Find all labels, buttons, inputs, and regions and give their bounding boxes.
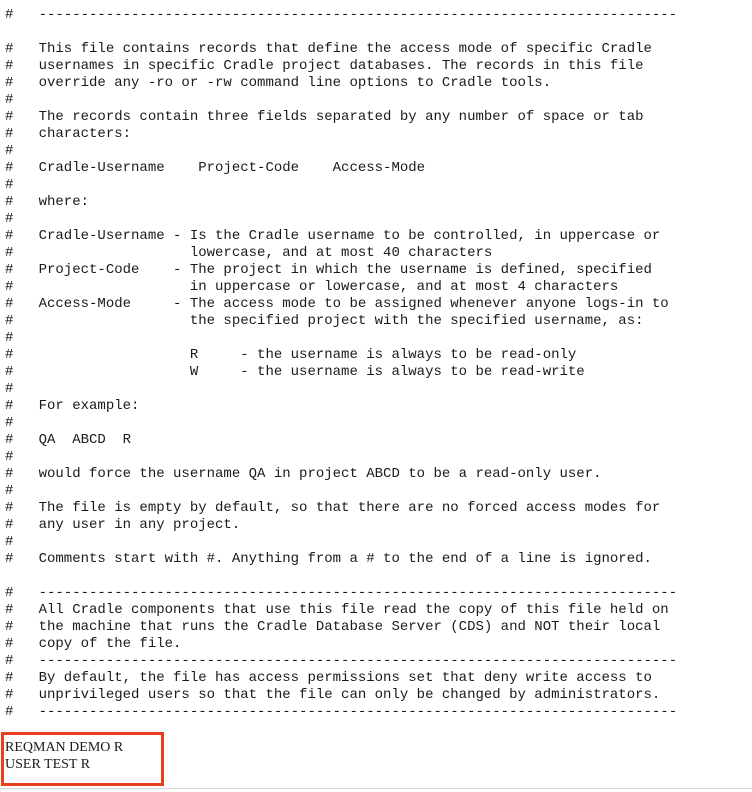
- comment-line: # Project-Code - The project in which the username is defined, specified: [5, 262, 652, 278]
- comment-line: #: [5, 330, 14, 346]
- comment-line: # QA ABCD R: [5, 432, 132, 448]
- comment-line: #: [5, 92, 14, 108]
- comment-line: # For example:: [5, 398, 140, 414]
- comment-line: #: [5, 415, 14, 431]
- comment-line: #: [5, 483, 14, 499]
- comment-line: # ----------------------------------------------------------------------------: [5, 653, 678, 669]
- comment-line: # R - the username is always to be read-only: [5, 347, 577, 363]
- comment-line: # By default, the file has access permissions set that deny write access to: [5, 670, 652, 686]
- records-highlight-box: [1, 732, 164, 786]
- comment-line: # W - the username is always to be read-write: [5, 364, 585, 380]
- comment-line: # in uppercase or lowercase, and at most 4 characters: [5, 279, 619, 295]
- comment-line: # This file contains records that define the access mode of specific Cradle: [5, 41, 652, 57]
- comment-line: #: [5, 177, 14, 193]
- comment-line: #: [5, 449, 14, 465]
- comment-block: [5, 7, 677, 721]
- comment-line: #: [5, 381, 14, 397]
- comment-line: # any user in any project.: [5, 517, 241, 533]
- comment-line: # would force the username QA in project ABCD to be a read-only user.: [5, 466, 602, 482]
- comment-line: # ----------------------------------------------------------------------------: [5, 585, 678, 601]
- comment-line: [5, 568, 677, 585]
- comment-line: # ----------------------------------------------------------------------------: [5, 7, 678, 23]
- comment-line: # Cradle-Username - Is the Cradle username to be controlled, in uppercase or: [5, 228, 661, 244]
- comment-line: # Comments start with #. Anything from a # to the end of a line is ignored.: [5, 551, 652, 567]
- record-line[interactable]: USER TEST R: [5, 757, 91, 772]
- comment-line: # Access-Mode - The access mode to be assigned whenever anyone logs-in to: [5, 296, 669, 312]
- comment-line: # the machine that runs the Cradle Database Server (CDS) and NOT their local: [5, 619, 661, 635]
- comment-line: # where:: [5, 194, 90, 210]
- comment-line: # The records contain three fields separated by any number of space or tab: [5, 109, 644, 125]
- comment-line: #: [5, 211, 14, 227]
- comment-line: # the specified project with the specified username, as:: [5, 313, 644, 329]
- comment-line: # copy of the file.: [5, 636, 182, 652]
- comment-line: #: [5, 534, 14, 550]
- comment-line: # unprivileged users so that the file can only be changed by administrators.: [5, 687, 661, 703]
- comment-line: # usernames in specific Cradle project databases. The records in this file: [5, 58, 644, 74]
- comment-line: #: [5, 143, 14, 159]
- record-line[interactable]: REQMAN DEMO R: [5, 740, 124, 755]
- comment-line: # Cradle-Username Project-Code Access-Mode: [5, 160, 426, 176]
- bottom-divider: [0, 788, 752, 789]
- comment-line: [5, 24, 677, 41]
- comment-line: # The file is empty by default, so that there are no forced access modes for: [5, 500, 661, 516]
- comment-line: # All Cradle components that use this file read the copy of this file held on: [5, 602, 669, 618]
- comment-line: # lowercase, and at most 40 characters: [5, 245, 493, 261]
- comment-line: # override any -ro or -rw command line options to Cradle tools.: [5, 75, 552, 91]
- comment-line: # characters:: [5, 126, 132, 142]
- comment-line: # ----------------------------------------------------------------------------: [5, 704, 678, 720]
